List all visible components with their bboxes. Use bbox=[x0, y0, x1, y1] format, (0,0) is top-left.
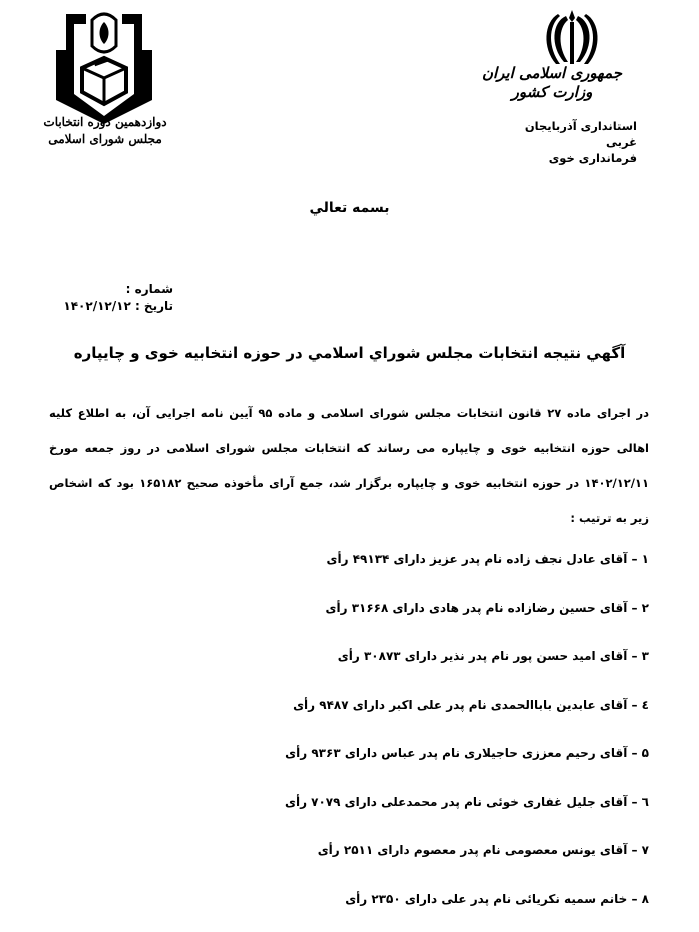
elections-logo bbox=[52, 10, 156, 125]
ministry-header bbox=[477, 64, 627, 102]
elections-caption-line2: مجلس شورای اسلامی bbox=[40, 131, 170, 148]
elections-caption-line1: دوازدهمین دوره انتخابات bbox=[40, 114, 170, 131]
letter-number: شماره : bbox=[0, 281, 173, 298]
candidate-item: ۲ – آقای حسین رضازاده نام پدر هادی دارای ۳۱۶۶۸ رأی bbox=[49, 593, 649, 642]
letter-date: تاريخ : ۱۴۰۲/۱۲/۱۲ bbox=[0, 298, 173, 315]
candidate-item: ٤ – آقای عابدین باباالحمدی نام پدر علی اکبر دارای ۹۴۸۷ رأی bbox=[49, 690, 649, 739]
candidate-item: ۸ – خانم سمیه نکریائی نام پدر علی دارای ۲۳۵۰ رأی bbox=[49, 884, 649, 932]
republic-name: جمهوری اسلامی ایران bbox=[477, 64, 627, 83]
governorate-line1: استانداری آذربایجان bbox=[477, 118, 637, 134]
candidate-item: ۵ – آقای رحیم معززی حاجیلاری نام پدر عباس دارای ۹۳۶۳ رأی bbox=[49, 738, 649, 787]
candidate-item: ٦ – آقای جلیل غفاری خوئی نام پدر محمدعلی دارای ۷۰۷۹ رأی bbox=[49, 787, 649, 836]
candidate-item: ۳ – آقای امید حسن پور نام پدر نذیر دارای ۳۰۸۷۳ رأی bbox=[49, 641, 649, 690]
national-emblem-icon bbox=[540, 8, 604, 68]
invocation-heading: بسمه تعالي bbox=[0, 200, 699, 216]
candidate-list bbox=[49, 544, 649, 932]
governorate-line2: غربی bbox=[477, 134, 637, 150]
governorate-block bbox=[477, 118, 637, 166]
governorship-name: فرمانداری خوی bbox=[477, 150, 637, 166]
elections-caption bbox=[40, 114, 170, 148]
candidate-item: ۱ – آقای عادل نجف زاده نام پدر عزیز دارای ۴۹۱۳۴ رأی bbox=[49, 544, 649, 593]
notice-body: در اجرای ماده ۲۷ قانون انتخابات مجلس شورای اسلامی و ماده ۹۵ آیین نامه اجرایی آن، به اطلاع کلیه اهالی حوزه انتخابیه خوی و چایپاره می رساند که انتخابات مجلس شورای اسلامی در روز جمعه مورخ ۱۴۰۲/۱۲/۱۱ در حوزه انتخابیه خوی و چایپاره برگزار شد، جمع آرای مأخوذه صحیح ۱۶۵۱۸۲ بود که اشخاص زیر به ترتیب : bbox=[49, 396, 649, 536]
reference-block bbox=[0, 281, 173, 315]
notice-title: آگهي نتيجه انتخابات مجلس شوراي اسلامي در حوزه انتخابيه خوی و چايپاره bbox=[0, 344, 699, 362]
ministry-name: وزارت کشور bbox=[477, 83, 627, 102]
candidate-item: ۷ – آقای یونس معصومی نام پدر معصوم دارای ۲۵۱۱ رأی bbox=[49, 835, 649, 884]
